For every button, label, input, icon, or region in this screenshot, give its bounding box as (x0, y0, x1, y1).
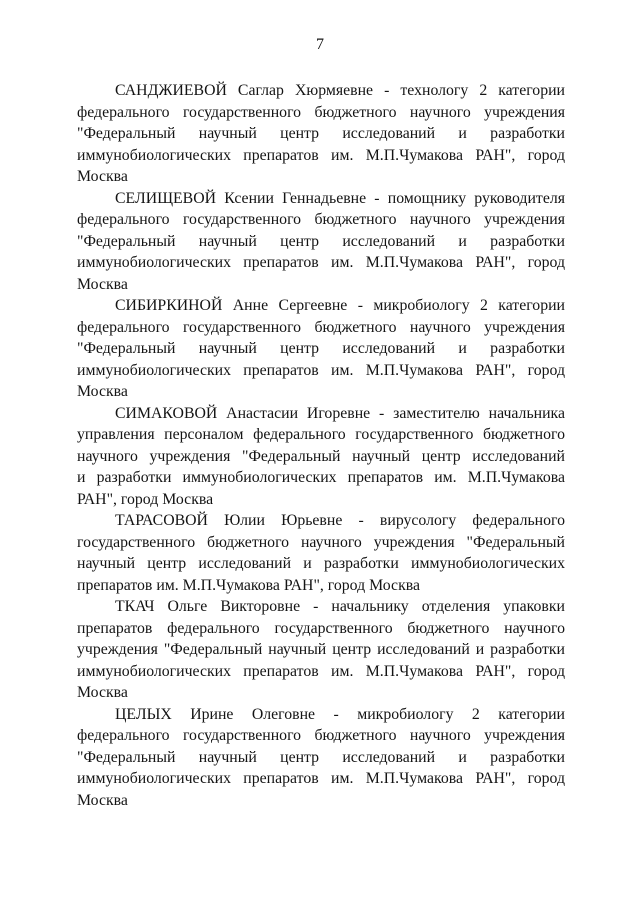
paragraph-sandzhieva (77, 80, 565, 188)
text-line: федерального государственного бюджетного научного учреждения (77, 211, 565, 228)
paragraph-tselykh (77, 704, 565, 812)
paragraph-tkach (77, 596, 565, 704)
text-line: государственного бюджетного научного учреждения "Федеральный (77, 533, 565, 551)
text-line: РАН", город Москва (77, 490, 214, 508)
text-line: "Федеральный научный центр исследований и разработки (77, 125, 565, 142)
text-line: Москва (77, 684, 128, 701)
document-body (77, 80, 565, 811)
text-line: научный центр исследований и разработки иммунобиологических (77, 555, 565, 572)
paragraph-simakova (77, 403, 565, 511)
text-line: СИМАКОВОЙ Анастасии Игоревне - заместителю начальника (115, 404, 565, 422)
text-line: САНДЖИЕВОЙ Саглар Хюрмяевне - технологу 2 категории (115, 82, 565, 99)
text-line: научного учреждения "Федеральный научный центр исследований (77, 447, 565, 465)
text-line: и разработки иммунобиологических препаратов им. М.П.Чумакова (77, 469, 565, 486)
paragraph-selishcheva (77, 188, 565, 296)
text-line: Москва (77, 791, 128, 809)
text-line: СИБИРКИНОЙ Анне Сергеевне - микробиологу 2 категории (115, 297, 565, 314)
text-line: федерального государственного бюджетного научного учреждения (77, 318, 565, 336)
text-line: препаратов федерального государственного бюджетного научного (77, 619, 565, 637)
text-line: ТАРАСОВОЙ Юлии Юрьевне - вирусологу федерального (115, 512, 565, 529)
text-line: ТКАЧ Ольге Викторовне - начальнику отделения упаковки (115, 598, 565, 615)
text-line: иммунобиологических препаратов им. М.П.Чумакова РАН", город (77, 662, 565, 680)
text-line: препаратов им. М.П.Чумакова РАН", город Москва (77, 576, 421, 594)
text-line: Москва (77, 383, 128, 400)
text-line: учреждения "Федеральный научный центр исследований и разработки (77, 641, 565, 658)
text-line: "Федеральный научный центр исследований и разработки (77, 748, 565, 766)
text-line: Москва (77, 275, 128, 293)
paragraph-sibirkina (77, 295, 565, 403)
text-line: Москва (77, 168, 128, 185)
text-line: федерального государственного бюджетного научного учреждения (77, 103, 565, 121)
page-number: 7 (316, 36, 324, 53)
text-line: "Федеральный научный центр исследований и разработки (77, 232, 565, 250)
text-line: иммунобиологических препаратов им. М.П.Чумакова РАН", город (77, 361, 565, 379)
text-line: ЦЕЛЫХ Ирине Олеговне - микробиологу 2 категории (115, 705, 565, 723)
text-line: "Федеральный научный центр исследований и разработки (77, 340, 565, 357)
text-line: иммунобиологических препаратов им. М.П.Чумакова РАН", город (77, 770, 565, 787)
text-line: управления персоналом федерального государственного бюджетного (77, 426, 565, 443)
text-line: федерального государственного бюджетного научного учреждения (77, 727, 565, 744)
text-line: СЕЛИЩЕВОЙ Ксении Геннадьевне - помощнику руководителя (115, 189, 565, 207)
paragraph-tarasova (77, 510, 565, 596)
text-line: иммунобиологических препаратов им. М.П.Чумакова РАН", город (77, 254, 565, 271)
text-line: иммунобиологических препаратов им. М.П.Чумакова РАН", город (77, 146, 565, 164)
